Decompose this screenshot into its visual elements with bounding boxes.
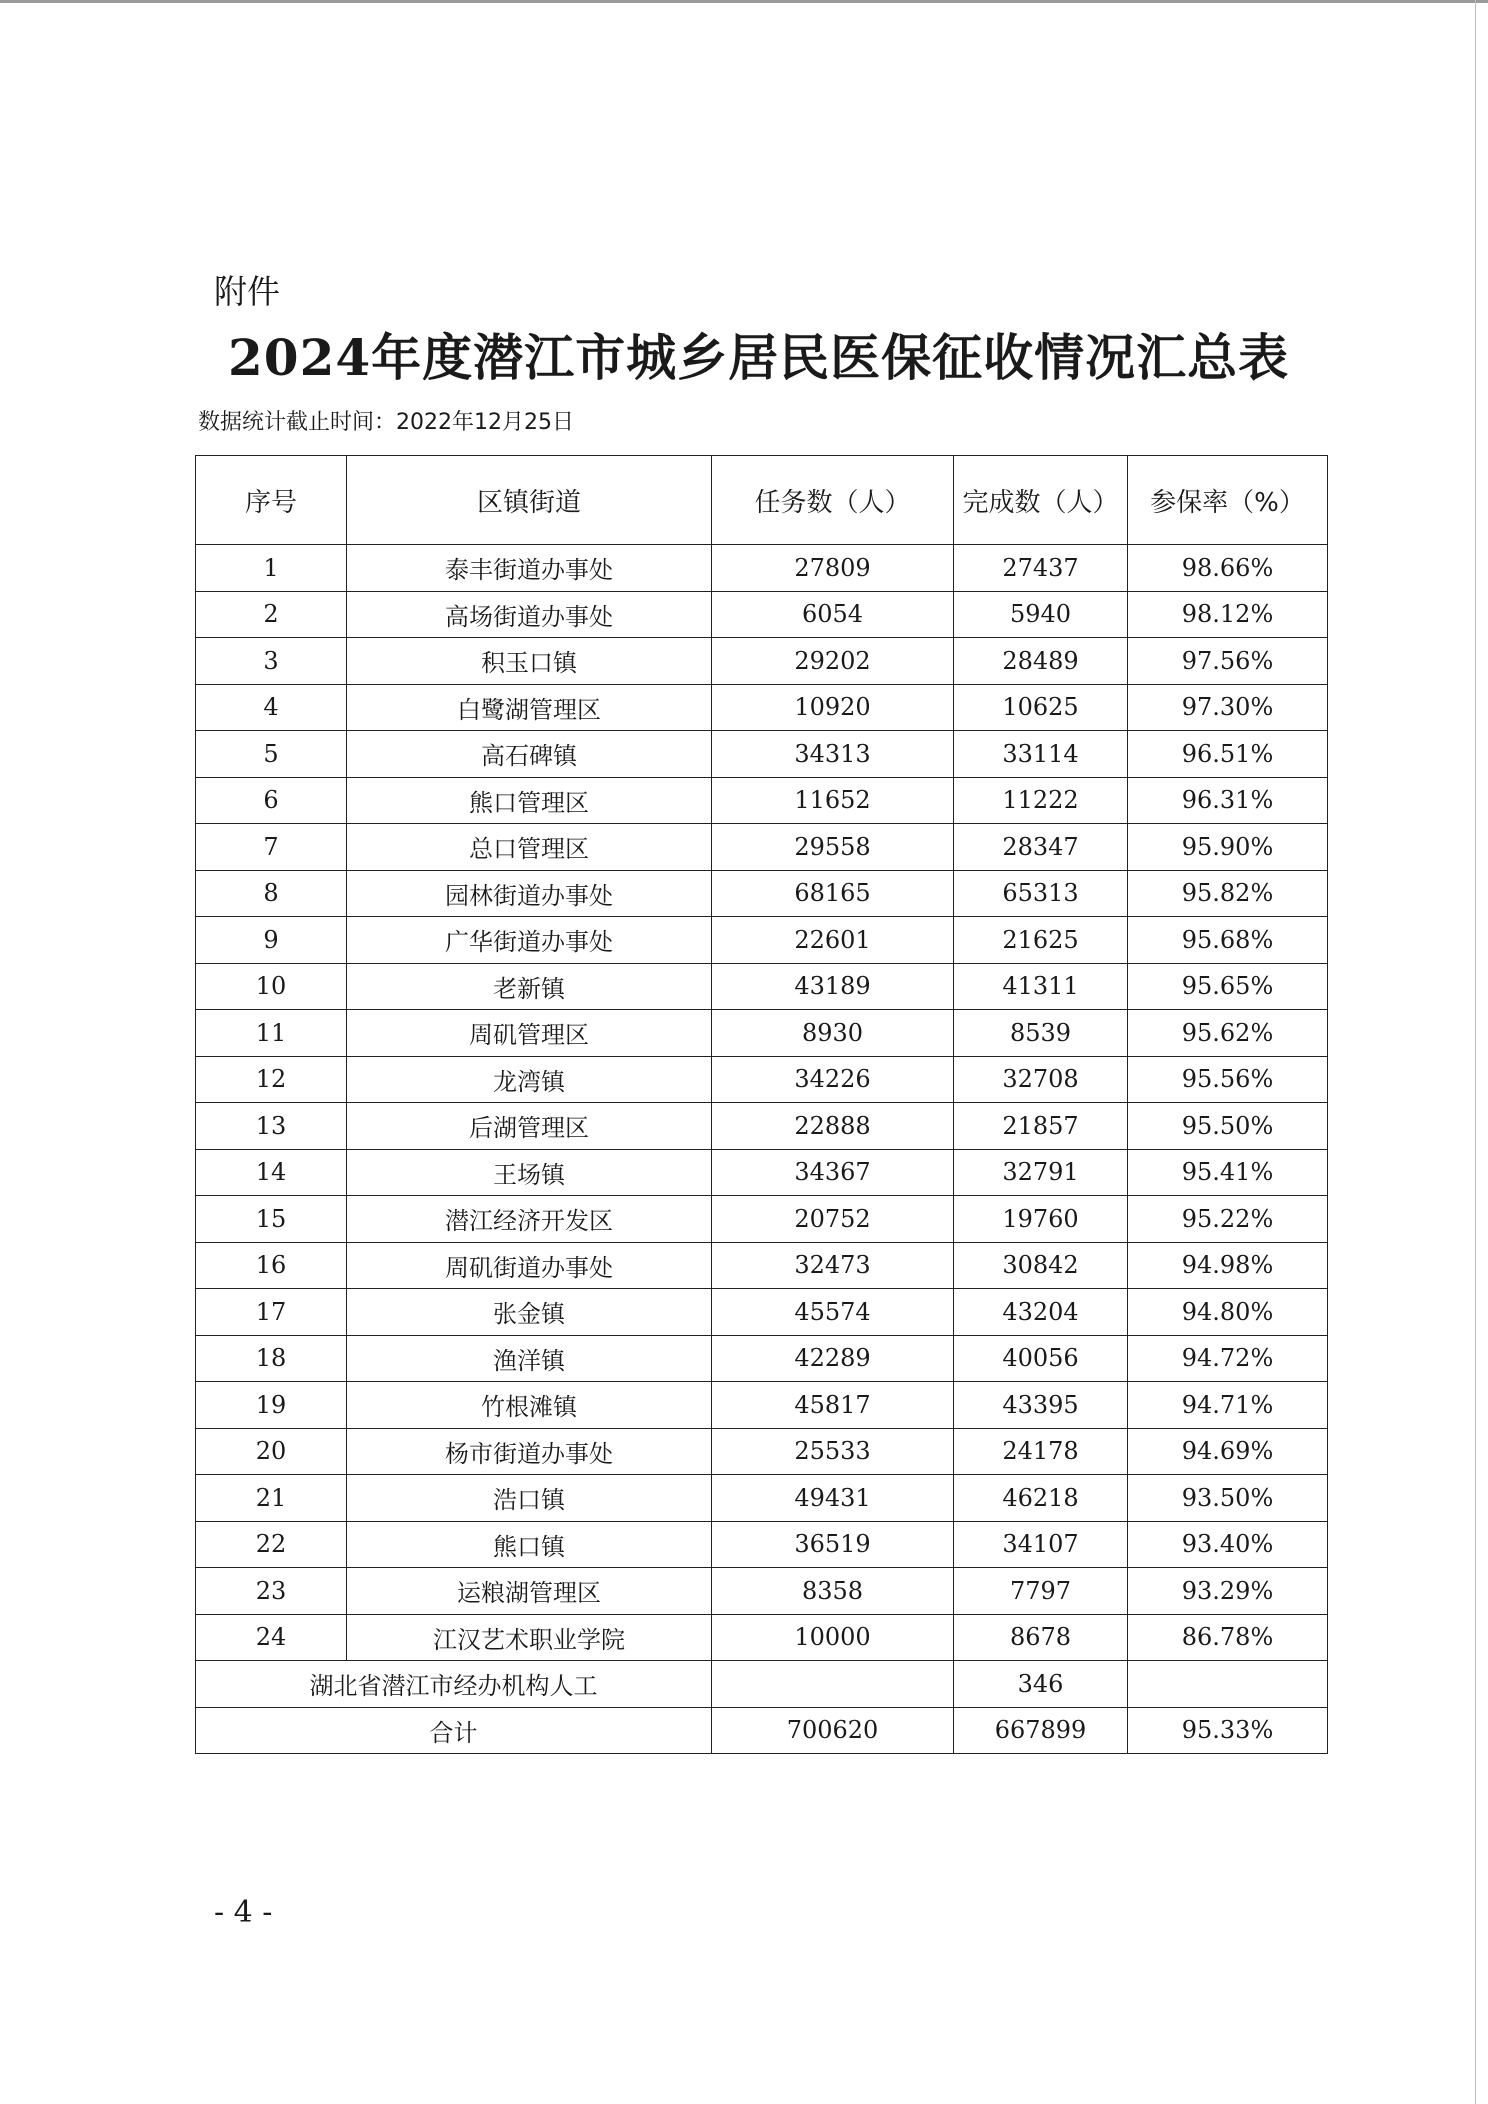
row-index: 13	[196, 1103, 347, 1150]
row-task: 8930	[712, 1010, 954, 1057]
table-row	[196, 731, 1328, 778]
row-done: 28347	[954, 824, 1128, 871]
row-index: 16	[196, 1242, 347, 1289]
row-task: 34313	[712, 731, 954, 778]
agency-name: 湖北省潜江市经办机构人工	[196, 1661, 712, 1708]
row-task: 36519	[712, 1521, 954, 1568]
row-done: 7797	[954, 1568, 1128, 1615]
header-index: 序号	[196, 456, 347, 545]
row-rate: 95.82%	[1128, 870, 1328, 917]
row-index: 3	[196, 638, 347, 685]
total-label: 合计	[196, 1707, 712, 1754]
row-task: 34367	[712, 1149, 954, 1196]
row-rate: 94.98%	[1128, 1242, 1328, 1289]
page-title: 2024年度潜江市城乡居民医保征收情况汇总表	[228, 328, 1290, 387]
row-done: 32708	[954, 1056, 1128, 1103]
table-row	[196, 1475, 1328, 1522]
row-index: 6	[196, 777, 347, 824]
row-rate: 95.50%	[1128, 1103, 1328, 1150]
row-rate: 95.90%	[1128, 824, 1328, 871]
row-district: 杨市街道办事处	[347, 1428, 712, 1475]
row-done: 43395	[954, 1382, 1128, 1429]
row-rate: 97.30%	[1128, 684, 1328, 731]
table-header-row	[196, 456, 1328, 545]
table-row	[196, 1335, 1328, 1382]
row-task: 45817	[712, 1382, 954, 1429]
row-done: 5940	[954, 591, 1128, 638]
table-row	[196, 1242, 1328, 1289]
agency-task	[712, 1661, 954, 1708]
row-index: 19	[196, 1382, 347, 1429]
attachment-label: 附件	[214, 272, 280, 311]
total-row	[196, 1707, 1328, 1754]
row-rate: 98.12%	[1128, 591, 1328, 638]
row-task: 34226	[712, 1056, 954, 1103]
row-index: 9	[196, 917, 347, 964]
row-done: 65313	[954, 870, 1128, 917]
row-done: 40056	[954, 1335, 1128, 1382]
table-row	[196, 591, 1328, 638]
row-index: 14	[196, 1149, 347, 1196]
row-district: 广华街道办事处	[347, 917, 712, 964]
row-district: 浩口镇	[347, 1475, 712, 1522]
row-done: 8539	[954, 1010, 1128, 1057]
row-task: 10920	[712, 684, 954, 731]
table-row	[196, 1428, 1328, 1475]
scan-edge-right	[1475, 0, 1476, 2104]
row-task: 6054	[712, 591, 954, 638]
row-district: 张金镇	[347, 1289, 712, 1336]
row-index: 20	[196, 1428, 347, 1475]
row-index: 10	[196, 963, 347, 1010]
row-district: 泰丰街道办事处	[347, 545, 712, 592]
row-task: 27809	[712, 545, 954, 592]
table-row	[196, 638, 1328, 685]
row-task: 22888	[712, 1103, 954, 1150]
row-rate: 95.62%	[1128, 1010, 1328, 1057]
row-task: 11652	[712, 777, 954, 824]
total-rate: 95.33%	[1128, 1707, 1328, 1754]
table-row	[196, 1289, 1328, 1336]
row-done: 11222	[954, 777, 1128, 824]
row-index: 2	[196, 591, 347, 638]
table-row	[196, 1010, 1328, 1057]
table-row	[196, 1382, 1328, 1429]
row-rate: 94.69%	[1128, 1428, 1328, 1475]
row-district: 总口管理区	[347, 824, 712, 871]
header-task: 任务数（人）	[712, 456, 954, 545]
row-task: 25533	[712, 1428, 954, 1475]
row-district: 后湖管理区	[347, 1103, 712, 1150]
row-rate: 98.66%	[1128, 545, 1328, 592]
row-task: 29558	[712, 824, 954, 871]
row-task: 45574	[712, 1289, 954, 1336]
row-district: 高场街道办事处	[347, 591, 712, 638]
summary-table	[195, 455, 1328, 1754]
row-task: 49431	[712, 1475, 954, 1522]
row-index: 12	[196, 1056, 347, 1103]
agency-done: 346	[954, 1661, 1128, 1708]
table-row	[196, 545, 1328, 592]
row-done: 24178	[954, 1428, 1128, 1475]
row-rate: 96.31%	[1128, 777, 1328, 824]
row-district: 熊口镇	[347, 1521, 712, 1568]
table-row	[196, 1614, 1328, 1661]
row-rate: 93.40%	[1128, 1521, 1328, 1568]
row-district: 江汉艺术职业学院	[347, 1614, 712, 1661]
table-row	[196, 1568, 1328, 1615]
row-rate: 95.56%	[1128, 1056, 1328, 1103]
row-index: 4	[196, 684, 347, 731]
row-index: 17	[196, 1289, 347, 1336]
table-row	[196, 684, 1328, 731]
row-rate: 95.68%	[1128, 917, 1328, 964]
header-district: 区镇街道	[347, 456, 712, 545]
table-row	[196, 963, 1328, 1010]
row-index: 15	[196, 1196, 347, 1243]
row-index: 8	[196, 870, 347, 917]
row-district: 周矶街道办事处	[347, 1242, 712, 1289]
row-index: 18	[196, 1335, 347, 1382]
row-task: 42289	[712, 1335, 954, 1382]
page-number: - 4 -	[214, 1895, 273, 1930]
table-row	[196, 917, 1328, 964]
row-index: 11	[196, 1010, 347, 1057]
row-district: 龙湾镇	[347, 1056, 712, 1103]
row-rate: 93.29%	[1128, 1568, 1328, 1615]
row-task: 68165	[712, 870, 954, 917]
table-row	[196, 1521, 1328, 1568]
table-row	[196, 1103, 1328, 1150]
row-done: 10625	[954, 684, 1128, 731]
row-district: 潜江经济开发区	[347, 1196, 712, 1243]
row-done: 30842	[954, 1242, 1128, 1289]
row-done: 27437	[954, 545, 1128, 592]
row-rate: 94.72%	[1128, 1335, 1328, 1382]
row-district: 园林街道办事处	[347, 870, 712, 917]
table-row	[196, 824, 1328, 871]
row-district: 运粮湖管理区	[347, 1568, 712, 1615]
row-rate: 95.22%	[1128, 1196, 1328, 1243]
row-done: 43204	[954, 1289, 1128, 1336]
row-district: 周矶管理区	[347, 1010, 712, 1057]
row-district: 高石碑镇	[347, 731, 712, 778]
row-rate: 94.80%	[1128, 1289, 1328, 1336]
deadline-note: 数据统计截止时间：2022年12月25日	[198, 410, 574, 435]
row-task: 43189	[712, 963, 954, 1010]
row-rate: 95.65%	[1128, 963, 1328, 1010]
row-task: 32473	[712, 1242, 954, 1289]
row-done: 21857	[954, 1103, 1128, 1150]
row-done: 19760	[954, 1196, 1128, 1243]
row-task: 8358	[712, 1568, 954, 1615]
total-task: 700620	[712, 1707, 954, 1754]
scan-edge-top	[0, 0, 1488, 3]
row-done: 46218	[954, 1475, 1128, 1522]
table-row	[196, 1149, 1328, 1196]
row-district: 竹根滩镇	[347, 1382, 712, 1429]
table-row	[196, 1056, 1328, 1103]
row-index: 22	[196, 1521, 347, 1568]
table-row	[196, 870, 1328, 917]
row-rate: 95.41%	[1128, 1149, 1328, 1196]
row-task: 20752	[712, 1196, 954, 1243]
row-rate: 93.50%	[1128, 1475, 1328, 1522]
row-district: 熊口管理区	[347, 777, 712, 824]
row-done: 8678	[954, 1614, 1128, 1661]
header-rate: 参保率（%）	[1128, 456, 1328, 545]
row-index: 24	[196, 1614, 347, 1661]
row-index: 21	[196, 1475, 347, 1522]
total-done: 667899	[954, 1707, 1128, 1754]
row-done: 33114	[954, 731, 1128, 778]
row-index: 5	[196, 731, 347, 778]
row-index: 1	[196, 545, 347, 592]
agency-row	[196, 1661, 1328, 1708]
row-done: 21625	[954, 917, 1128, 964]
row-done: 34107	[954, 1521, 1128, 1568]
row-district: 白鹭湖管理区	[347, 684, 712, 731]
row-district: 王场镇	[347, 1149, 712, 1196]
header-done: 完成数（人）	[954, 456, 1128, 545]
row-rate: 86.78%	[1128, 1614, 1328, 1661]
table-row	[196, 1196, 1328, 1243]
row-rate: 94.71%	[1128, 1382, 1328, 1429]
row-index: 23	[196, 1568, 347, 1615]
row-task: 10000	[712, 1614, 954, 1661]
row-rate: 96.51%	[1128, 731, 1328, 778]
row-task: 29202	[712, 638, 954, 685]
row-done: 32791	[954, 1149, 1128, 1196]
row-task: 22601	[712, 917, 954, 964]
row-district: 积玉口镇	[347, 638, 712, 685]
row-district: 渔洋镇	[347, 1335, 712, 1382]
table-body	[196, 545, 1328, 1754]
row-district: 老新镇	[347, 963, 712, 1010]
row-rate: 97.56%	[1128, 638, 1328, 685]
agency-rate	[1128, 1661, 1328, 1708]
table-row	[196, 777, 1328, 824]
row-done: 28489	[954, 638, 1128, 685]
row-done: 41311	[954, 963, 1128, 1010]
row-index: 7	[196, 824, 347, 871]
